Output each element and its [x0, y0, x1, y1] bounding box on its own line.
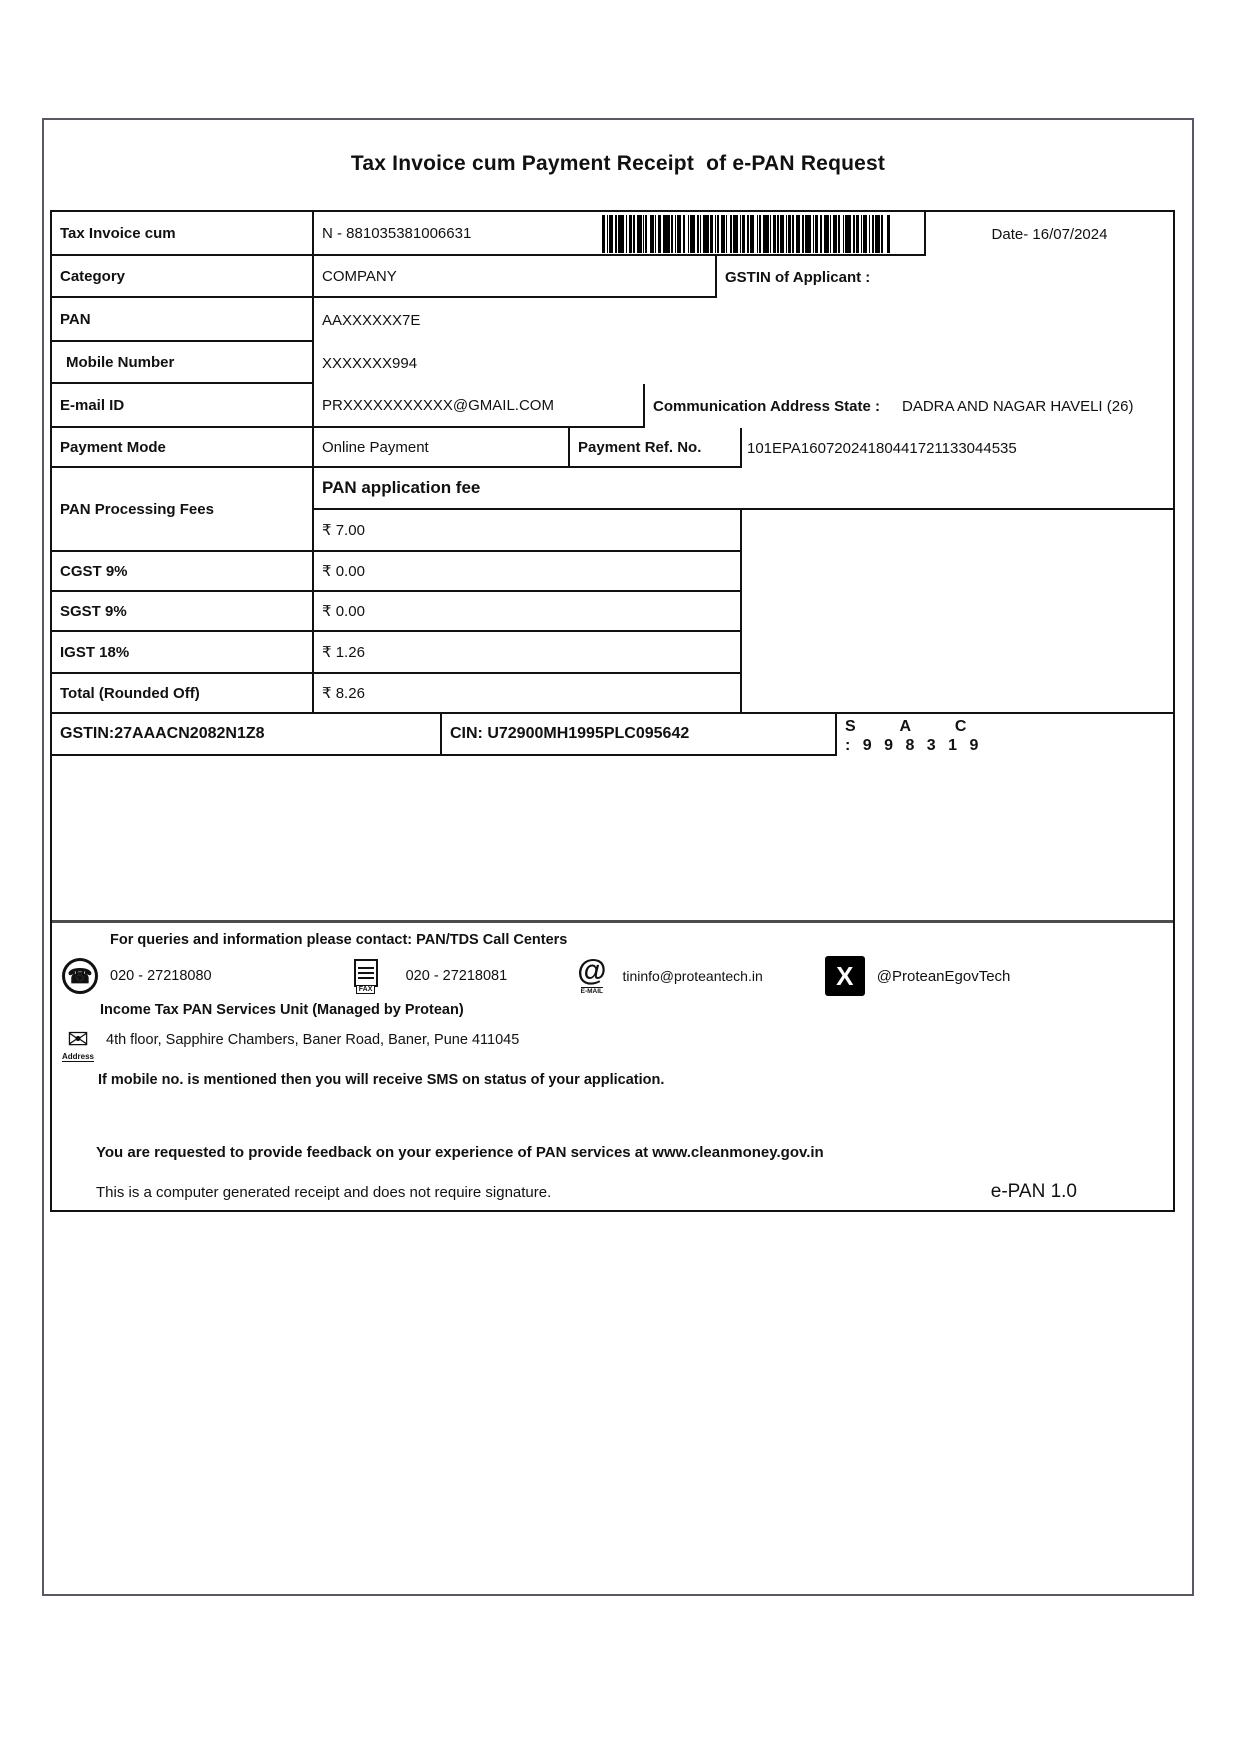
phone-number-2: 020 - 27218081 [405, 968, 508, 984]
epan-version: e-PAN 1.0 [990, 1181, 1077, 1202]
company-cin: CIN: U72900MH1995PLC095642 [442, 714, 837, 756]
sgst-value: ₹ 0.00 [314, 592, 742, 632]
twitter-handle: @ProteanEgovTech [876, 967, 1011, 985]
invoice-date: Date- 16/07/2024 [991, 225, 1108, 243]
office-address: 4th floor, Sapphire Chambers, Baner Road, Baner, Pune 411045 [106, 1032, 520, 1048]
fee-amount: ₹ 7.00 [314, 510, 742, 552]
invoice-number-cell [314, 212, 926, 256]
sms-note: If mobile no. is mentioned then you will receive SMS on status of your application. [98, 1072, 665, 1088]
cgst-value: ₹ 0.00 [314, 552, 742, 592]
sgst-label: SGST 9% [52, 592, 314, 632]
fax-icon [354, 959, 378, 994]
contact-email: tininfo@proteantech.in [622, 968, 763, 984]
company-gstin: GSTIN:27AAACN2082N1Z8 [52, 714, 442, 756]
cgst-label: CGST 9% [52, 552, 314, 592]
envelope-glyph: ✉ [67, 1024, 89, 1054]
gstin-of-applicant-label: GSTIN of Applicant : [725, 268, 871, 286]
invoice-table [50, 210, 1175, 1212]
phone-icon: ☎ [62, 958, 98, 994]
table-row [52, 384, 1173, 428]
comm-address-state-label: Communication Address State : [653, 397, 880, 415]
twitter-x-icon: X [825, 956, 865, 996]
igst-value: ₹ 1.26 [314, 632, 742, 674]
empty-cell [742, 674, 1173, 714]
barcode [602, 215, 890, 253]
sac-cell [837, 714, 1173, 756]
comm-address-state-value: DADRA AND NAGAR HAVELI (26) [901, 397, 1134, 415]
table-row [52, 714, 1173, 756]
generated-note: This is a computer generated receipt and does not require signature. [96, 1183, 552, 1201]
comm-address-state-cell [645, 384, 1173, 428]
services-unit-line: Income Tax PAN Services Unit (Managed by Protean) [100, 1002, 464, 1018]
table-row [52, 342, 1173, 384]
payment-mode-value: Online Payment [314, 428, 570, 468]
email-icon-label: E-MAIL [580, 988, 604, 995]
table-row [52, 552, 1173, 592]
pan-processing-fees-label: PAN Processing Fees [52, 468, 314, 552]
total-value: ₹ 8.26 [314, 674, 742, 714]
address-icon-label: Address [61, 1052, 94, 1061]
footer-divider [52, 920, 1173, 923]
table-row [52, 212, 1173, 256]
invoice-label: Tax Invoice cum [52, 212, 314, 256]
payment-ref-label: Payment Ref. No. [570, 428, 742, 468]
email-value: PRXXXXXXXXXXX@GMAIL.COM [314, 384, 645, 428]
sac-value: : 9 9 8 3 1 9 [845, 737, 983, 754]
total-label: Total (Rounded Off) [52, 674, 314, 714]
table-row [52, 674, 1173, 714]
table-row [52, 632, 1173, 674]
table-row [52, 592, 1173, 632]
address-row [58, 1026, 1173, 1070]
igst-label: IGST 18% [52, 632, 314, 674]
mobile-value: XXXXXXX994 [322, 354, 418, 372]
payment-ref-value: 101EPA16072024180441721133044535 [747, 439, 1017, 457]
blank-space [52, 756, 1173, 920]
empty-cell [742, 592, 1173, 632]
email-icon [577, 954, 607, 995]
feedback-line: You are requested to provide feedback on your experience of PAN services at www.cleanmoney.gov.in [96, 1144, 824, 1161]
mobile-label: Mobile Number [52, 342, 314, 384]
page-title: Tax Invoice cum Payment Receipt of e-PAN Request [350, 152, 886, 175]
receipt-line [96, 1181, 1077, 1203]
pan-value: AAXXXXXX7E [322, 311, 421, 329]
sac-label: S A C [845, 718, 987, 735]
empty-cell [742, 552, 1173, 592]
table-row [52, 298, 1173, 342]
fax-icon-label: FAX [356, 985, 376, 994]
payment-mode-label: Payment Mode [52, 428, 314, 468]
queries-line: For queries and information please contact: PAN/TDS Call Centers [110, 932, 568, 948]
contact-row [62, 952, 1173, 1000]
page-border-frame [42, 118, 1194, 1596]
phone-number-1: 020 - 27218080 [110, 968, 212, 984]
category-label: Category [52, 256, 314, 298]
fees-block [52, 468, 1173, 552]
fee-header: PAN application fee [314, 468, 1173, 510]
email-label: E-mail ID [52, 384, 314, 428]
empty-cell [742, 632, 1173, 674]
invoice-number: N - 881035381006631 [322, 224, 472, 242]
address-envelope-icon [58, 1026, 98, 1062]
empty-cell [742, 510, 1173, 552]
table-row [52, 428, 1173, 468]
table-row [52, 256, 1173, 298]
pan-label: PAN [52, 298, 314, 342]
category-value: COMPANY [314, 256, 717, 298]
at-glyph: @ [577, 954, 607, 987]
